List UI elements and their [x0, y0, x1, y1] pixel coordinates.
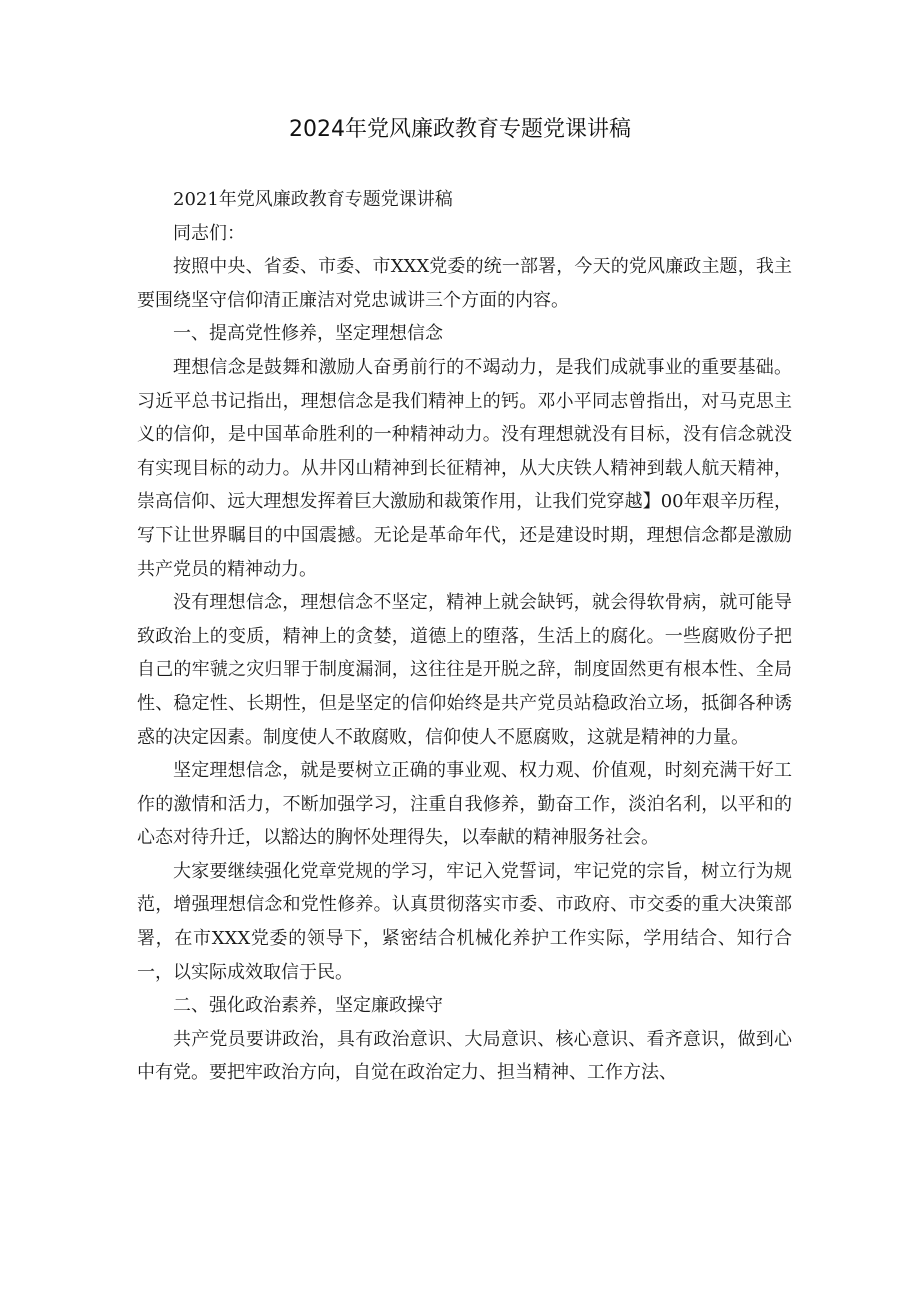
document-title: 2024年党风廉政教育专题党课讲稿 [289, 117, 631, 142]
section-heading-1: 一、提高党性修养，坚定理想信念 [173, 323, 443, 345]
paragraph: 理想信念是鼓舞和激励人奋勇前行的不竭动力，是我们成就事业的重要基础。习近平总书记指出，理想信念是我们精神上的钙。邓小平同志曾指出，对马克思主义的信仰，是中国革命胜利的一种精神动力。没有理想就没有目标，没有信念就没有实现目标的动力。从井冈山精神到长征精神，从大庆铁人精神到载人航天精神，崇高信仰、远大理想发挥着巨大激励和裁策作用，让我们党穿越】00年艰辛历程，写下让世界瞩目的中国震撼。无论是革命年代，还是建设时期，理想信念都是激励共产党员的精神动力。 [137, 356, 792, 580]
paragraph-subtitle: 2021年党风廉政教育专题党课讲稿 [173, 189, 453, 210]
paragraph: 没有理想信念，理想信念不坚定，精神上就会缺钙，就会得软骨病，就可能导致政治上的变质，精神上的贪婪，道德上的堕落，生活上的腐化。一些腐败份子把自己的牢虢之灾归罪于制度漏洞，这往往是开脱之辞，制度固然更有根本性、全局性、稳定性、长期性，但是坚定的信仰始终是共产党员站稳政治立场，抵御各种诱惑的决定因素。制度使人不敢腐败，信仰使人不愿腐败，这就是精神的力量。 [137, 592, 792, 748]
paragraph: 坚定理想信念，就是要树立正确的事业观、权力观、价值观，时刻充满干好工作的激情和活力，不断加强学习，注重自我修养，勤奋工作，淡泊名利，以平和的心态对待升迁，以豁达的胸怀处理得失，以奉献的精神服务社会。 [137, 760, 792, 849]
paragraph: 共产党员要讲政治，具有政治意识、大局意识、核心意识、看齐意识，做到心中有党。要把牢政治方向，自觉在政治定力、担当精神、工作方法、 [137, 1028, 792, 1084]
paragraph: 大家要继续强化党章党规的学习，牢记入党誓词，牢记党的宗旨，树立行为规范，增强理想信念和党性修养。认真贯彻落实市委、市政府、市交委的重大决策部署，在市XXX党委的领导下，紧密结合机械化养护工作实际，学用结合、知行合一，以实际成效取信于民。 [137, 860, 792, 983]
paragraph-salutation: 同志们： [173, 222, 245, 244]
section-heading-2: 二、强化政治素养，坚定廉政操守 [173, 995, 443, 1017]
document-body [137, 183, 792, 1090]
paragraph-intro: 按照中央、省委、市委、市XXX党委的统一部署，今天的党风廉政主题，我主要围绕坚守信仰清正廉洁对党忠诚讲三个方面的内容。 [137, 256, 792, 311]
